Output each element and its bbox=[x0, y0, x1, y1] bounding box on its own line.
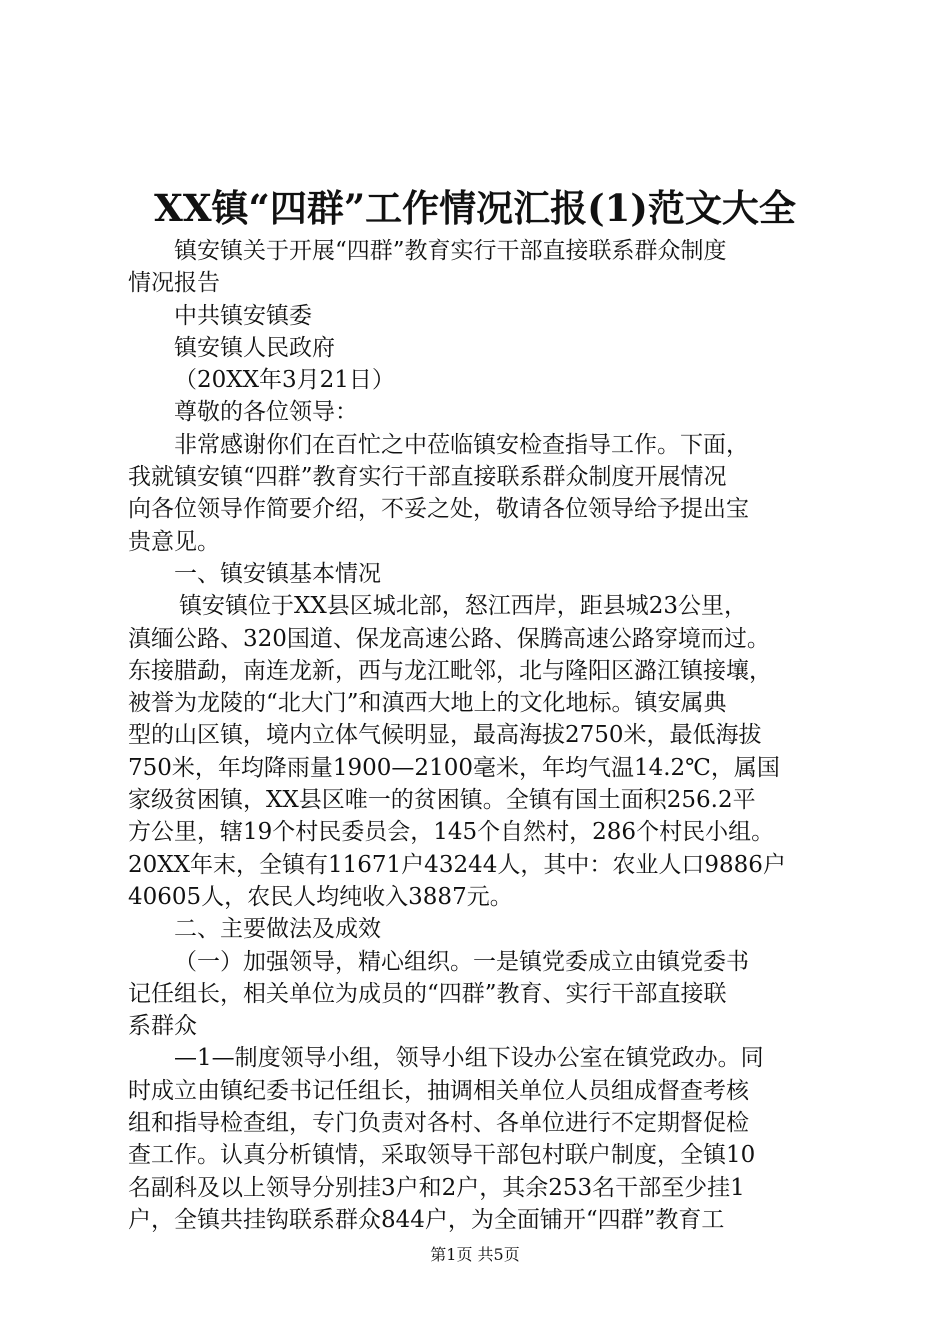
paragraph-line: 记任组长，相关单位为成员的“四群”教育、实行干部直接联 bbox=[128, 980, 727, 1007]
paragraph-line: 非常感谢你们在百忙之中莅临镇安检查指导工作。下面， bbox=[174, 431, 749, 458]
paragraph-line: 中共镇安镇委 bbox=[174, 302, 312, 329]
paragraph-line: 情况报告 bbox=[128, 270, 220, 297]
paragraph-line: 向各位领导作简要介绍，不妥之处，敬请各位领导给予提出宝 bbox=[128, 496, 749, 523]
paragraph-line: 型的山区镇，境内立体气候明显，最高海拔2750米，最低海拔 bbox=[128, 722, 762, 749]
paragraph-line: 时成立由镇纪委书记任组长，抽调相关单位人员组成督查考核 bbox=[128, 1077, 749, 1104]
page-footer: 第1页 共5页 bbox=[430, 1245, 520, 1264]
paragraph-line: 系群众 bbox=[128, 1013, 197, 1040]
paragraph-line: 方公里，辖19个村民委员会，145个自然村，286个村民小组。 bbox=[128, 819, 775, 846]
paragraph-line: （20XX年3月21日） bbox=[174, 367, 395, 394]
paragraph-line: 户，全镇共挂钩联系群众844户，为全面铺开“四群”教育工 bbox=[128, 1206, 725, 1233]
paragraph-line: 家级贫困镇，XX县区唯一的贫困镇。全镇有国土面积256.2平 bbox=[128, 787, 756, 814]
section-heading: 二、主要做法及成效 bbox=[174, 916, 381, 943]
paragraph-line: 滇缅公路、320国道、保龙高速公路、保腾高速公路穿境而过。 bbox=[128, 625, 770, 652]
document-body bbox=[128, 235, 833, 1236]
paragraph-line: 东接腊勐，南连龙新，西与龙江毗邻，北与隆阳区潞江镇接壤， bbox=[128, 657, 772, 684]
paragraph-line: —1—制度领导小组，领导小组下设办公室在镇党政办。同 bbox=[174, 1045, 764, 1072]
paragraph-line: 40605人，农民人均纯收入3887元。 bbox=[128, 883, 513, 910]
paragraph-line: 20XX年末，全镇有11671户43244人，其中：农业人口9886户 bbox=[128, 851, 786, 878]
paragraph-line: 尊敬的各位领导： bbox=[174, 399, 358, 426]
paragraph-line: 贵意见。 bbox=[128, 528, 220, 555]
document-title: XX镇“四群”工作情况汇报(1)范文大全 bbox=[154, 186, 796, 230]
paragraph-line: 镇安镇人民政府 bbox=[174, 334, 335, 361]
paragraph-line: 被誉为龙陵的“北大门”和滇西大地上的文化地标。镇安属典 bbox=[128, 690, 727, 717]
paragraph-line: （一）加强领导，精心组织。一是镇党委成立由镇党委书 bbox=[174, 948, 749, 975]
paragraph-line: 查工作。认真分析镇情，采取领导干部包村联户制度，全镇10 bbox=[128, 1142, 756, 1169]
paragraph-line: 组和指导检查组，专门负责对各村、各单位进行不定期督促检 bbox=[128, 1110, 749, 1137]
paragraph-line: 名副科及以上领导分别挂3户和2户，其余253名干部至少挂1 bbox=[128, 1174, 745, 1201]
section-heading: 一、镇安镇基本情况 bbox=[174, 560, 381, 587]
paragraph-line: 镇安镇关于开展“四群”教育实行干部直接联系群众制度 bbox=[174, 238, 727, 264]
paragraph-line: 750米，年均降雨量1900—2100毫米，年均气温14.2℃，属国 bbox=[128, 754, 780, 781]
paragraph-line: 镇安镇位于XX县区城北部，怒江西岸，距县城23公里， bbox=[179, 593, 748, 620]
paragraph-line: 我就镇安镇“四群”教育实行干部直接联系群众制度开展情况 bbox=[128, 464, 727, 491]
